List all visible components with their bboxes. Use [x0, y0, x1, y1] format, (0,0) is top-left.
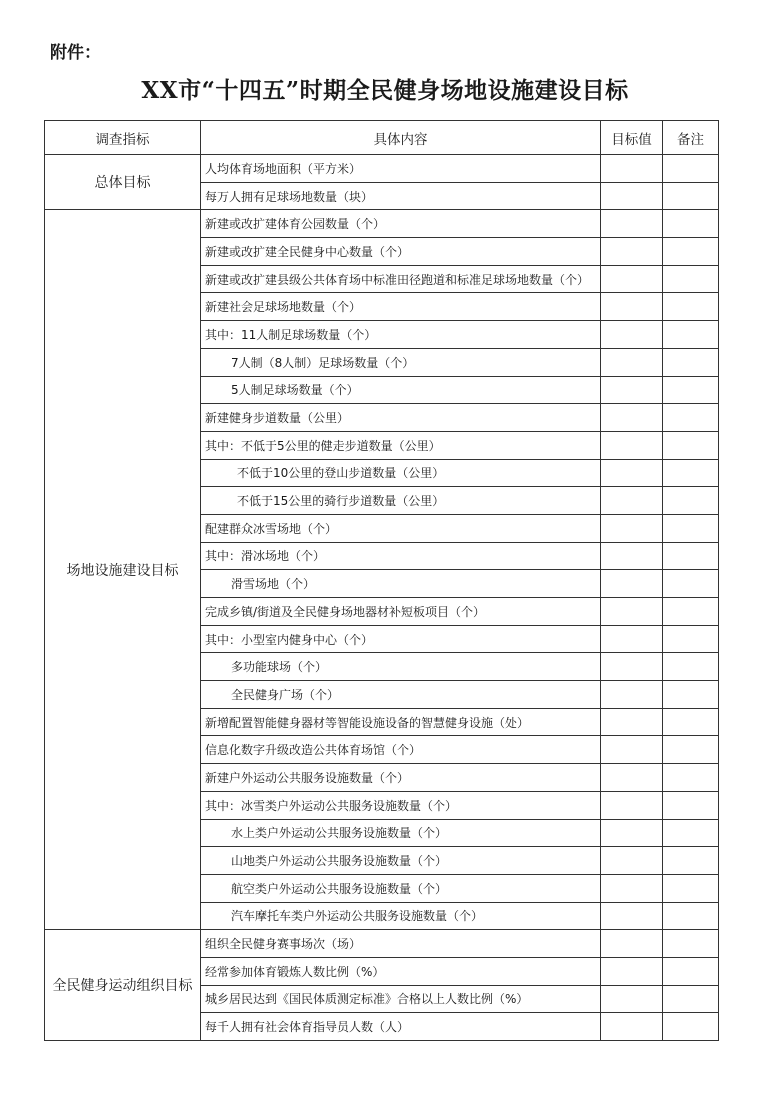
item-cell: 配建群众冰雪场地（个） [201, 514, 601, 542]
remarks-cell[interactable] [663, 265, 719, 293]
item-cell: 新建或改扩建县级公共体育场中标准田径跑道和标准足球场地数量（个） [201, 265, 601, 293]
remarks-cell[interactable] [663, 598, 719, 626]
item-cell: 组织全民健身赛事场次（场） [201, 930, 601, 958]
item-cell: 每千人拥有社会体育指导员人数（人） [201, 1013, 601, 1041]
table-row [45, 930, 719, 958]
remarks-cell[interactable] [663, 155, 719, 183]
target-value-cell[interactable] [601, 957, 663, 985]
item-cell: 新建健身步道数量（公里） [201, 404, 601, 432]
remarks-cell[interactable] [663, 847, 719, 875]
header-indicator: 调查指标 [45, 121, 201, 155]
remarks-cell[interactable] [663, 431, 719, 459]
target-value-cell[interactable] [601, 681, 663, 709]
target-value-cell[interactable] [601, 155, 663, 183]
remarks-cell[interactable] [663, 514, 719, 542]
item-cell: 新建社会足球场地数量（个） [201, 293, 601, 321]
target-value-cell[interactable] [601, 459, 663, 487]
item-cell: 7人制（8人制）足球场数量（个） [201, 348, 601, 376]
remarks-cell[interactable] [663, 376, 719, 404]
remarks-cell[interactable] [663, 182, 719, 210]
remarks-cell[interactable] [663, 819, 719, 847]
target-value-cell[interactable] [601, 321, 663, 349]
remarks-cell[interactable] [663, 348, 719, 376]
document-title: XX市“十四五”时期全民健身场地设施建设目标 [141, 77, 629, 104]
item-cell: 新建或改扩建体育公园数量（个） [201, 210, 601, 238]
item-cell: 城乡居民达到《国民体质测定标准》合格以上人数比例（%） [201, 985, 601, 1013]
item-cell: 信息化数字升级改造公共体育场馆（个） [201, 736, 601, 764]
item-cell: 其中：不低于5公里的健走步道数量（公里） [201, 431, 601, 459]
target-value-cell[interactable] [601, 625, 663, 653]
target-value-cell[interactable] [601, 653, 663, 681]
target-value-cell[interactable] [601, 736, 663, 764]
item-cell: 滑雪场地（个） [201, 570, 601, 598]
target-value-cell[interactable] [601, 238, 663, 266]
item-cell: 其中：冰雪类户外运动公共服务设施数量（个） [201, 791, 601, 819]
item-cell: 不低于15公里的骑行步道数量（公里） [201, 487, 601, 515]
target-value-cell[interactable] [601, 598, 663, 626]
item-cell: 人均体育场地面积（平方米） [201, 155, 601, 183]
item-cell: 新建户外运动公共服务设施数量（个） [201, 764, 601, 792]
item-cell: 经常参加体育锻炼人数比例（%） [201, 957, 601, 985]
target-value-cell[interactable] [601, 514, 663, 542]
item-cell: 其中：11人制足球场数量（个） [201, 321, 601, 349]
item-cell: 不低于10公里的登山步道数量（公里） [201, 459, 601, 487]
remarks-cell[interactable] [663, 238, 719, 266]
remarks-cell[interactable] [663, 791, 719, 819]
table-row [45, 210, 719, 238]
item-cell: 汽车摩托车类户外运动公共服务设施数量（个） [201, 902, 601, 930]
item-cell: 全民健身广场（个） [201, 681, 601, 709]
targets-table [44, 120, 719, 1041]
table-body [45, 155, 719, 1041]
table-row [45, 155, 719, 183]
item-cell: 水上类户外运动公共服务设施数量（个） [201, 819, 601, 847]
target-value-cell[interactable] [601, 265, 663, 293]
target-value-cell[interactable] [601, 210, 663, 238]
header-content: 具体内容 [201, 121, 601, 155]
item-cell: 完成乡镇/街道及全民健身场地器材补短板项目（个） [201, 598, 601, 626]
target-value-cell[interactable] [601, 404, 663, 432]
remarks-cell[interactable] [663, 985, 719, 1013]
header-target: 目标值 [601, 121, 663, 155]
target-value-cell[interactable] [601, 819, 663, 847]
remarks-cell[interactable] [663, 487, 719, 515]
remarks-cell[interactable] [663, 874, 719, 902]
item-cell: 其中：滑冰场地（个） [201, 542, 601, 570]
target-value-cell[interactable] [601, 847, 663, 875]
remarks-cell[interactable] [663, 930, 719, 958]
remarks-cell[interactable] [663, 902, 719, 930]
remarks-cell[interactable] [663, 1013, 719, 1041]
header-remarks: 备注 [663, 121, 719, 155]
item-cell: 每万人拥有足球场地数量（块） [201, 182, 601, 210]
category-cell-overall: 总体目标 [45, 155, 201, 210]
target-value-cell[interactable] [601, 542, 663, 570]
target-value-cell[interactable] [601, 182, 663, 210]
target-value-cell[interactable] [601, 570, 663, 598]
item-cell: 5人制足球场数量（个） [201, 376, 601, 404]
target-value-cell[interactable] [601, 930, 663, 958]
target-value-cell[interactable] [601, 293, 663, 321]
item-cell: 新建或改扩建全民健身中心数量（个） [201, 238, 601, 266]
item-cell: 其中：小型室内健身中心（个） [201, 625, 601, 653]
remarks-cell[interactable] [663, 957, 719, 985]
target-value-cell[interactable] [601, 791, 663, 819]
item-cell: 多功能球场（个） [201, 653, 601, 681]
remarks-cell[interactable] [663, 542, 719, 570]
remarks-cell[interactable] [663, 459, 719, 487]
table-header-row [45, 121, 719, 155]
target-value-cell[interactable] [601, 764, 663, 792]
target-value-cell[interactable] [601, 874, 663, 902]
target-value-cell[interactable] [601, 985, 663, 1013]
target-value-cell[interactable] [601, 348, 663, 376]
remarks-cell[interactable] [663, 321, 719, 349]
item-cell: 山地类户外运动公共服务设施数量（个） [201, 847, 601, 875]
item-cell: 航空类户外运动公共服务设施数量（个） [201, 874, 601, 902]
target-value-cell[interactable] [601, 487, 663, 515]
target-value-cell[interactable] [601, 431, 663, 459]
remarks-cell[interactable] [663, 210, 719, 238]
remarks-cell[interactable] [663, 404, 719, 432]
target-value-cell[interactable] [601, 1013, 663, 1041]
remarks-cell[interactable] [663, 764, 719, 792]
remarks-cell[interactable] [663, 570, 719, 598]
category-cell-organization: 全民健身运动组织目标 [45, 930, 201, 1041]
remarks-cell[interactable] [663, 653, 719, 681]
target-value-cell[interactable] [601, 708, 663, 736]
target-value-cell[interactable] [601, 376, 663, 404]
remarks-cell[interactable] [663, 293, 719, 321]
item-cell: 新增配置智能健身器材等智能设施设备的智慧健身设施（处） [201, 708, 601, 736]
remarks-cell[interactable] [663, 736, 719, 764]
category-cell-facilities: 场地设施建设目标 [45, 210, 201, 930]
attachment-label: 附件： [50, 43, 101, 63]
remarks-cell[interactable] [663, 681, 719, 709]
target-value-cell[interactable] [601, 902, 663, 930]
remarks-cell[interactable] [663, 708, 719, 736]
remarks-cell[interactable] [663, 625, 719, 653]
